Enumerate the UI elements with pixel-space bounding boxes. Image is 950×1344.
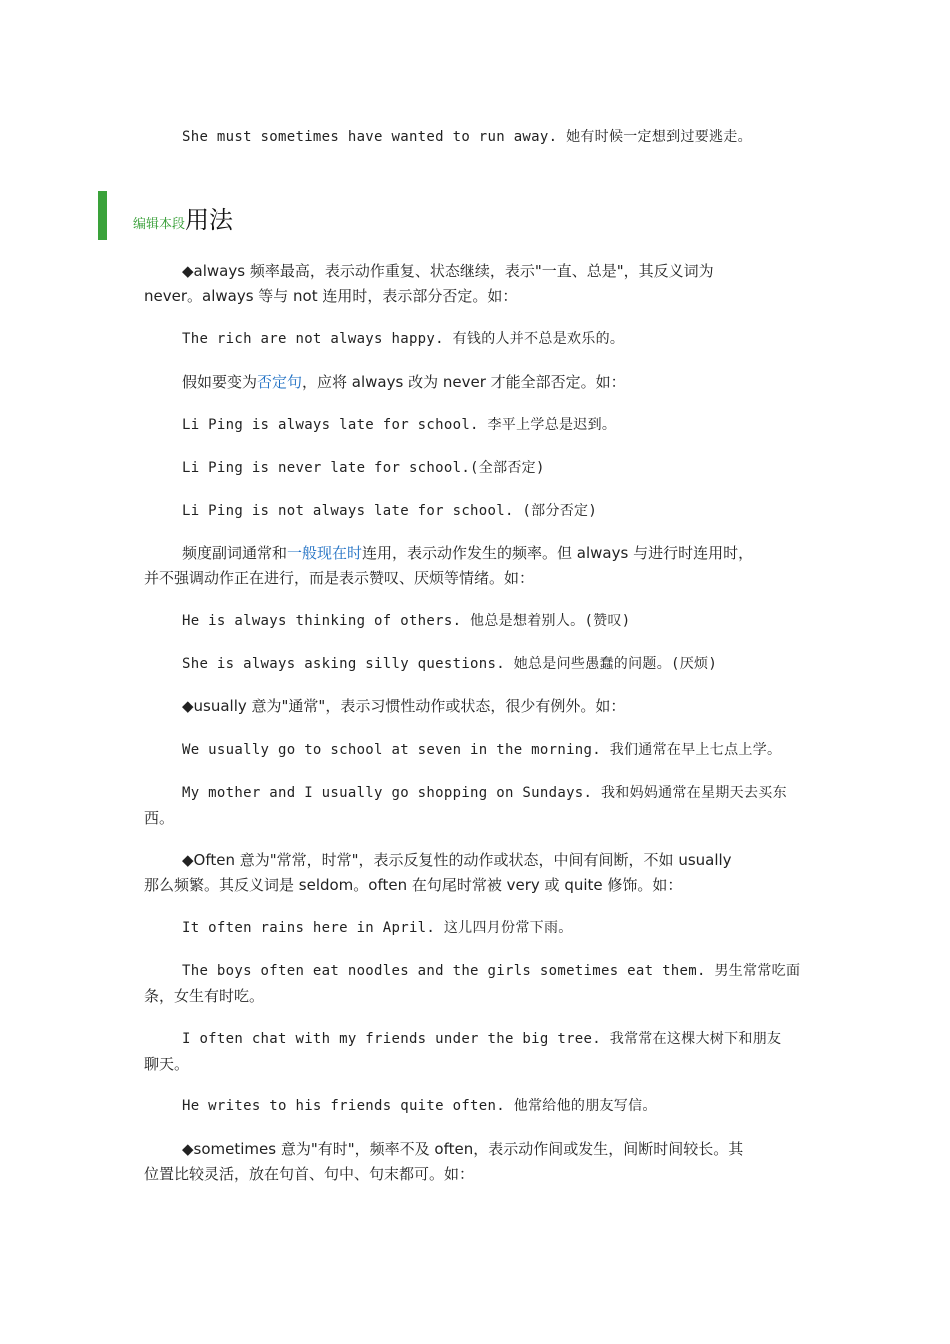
example-thinking-of-others: He is always thinking of others. 他总是想着别人。(赞叹) xyxy=(182,613,631,629)
example-never-late: Li Ping is never late for school.(全部否定) xyxy=(182,460,545,476)
paragraph-negative-post: ，应将 always 改为 never 才能全部否定。如： xyxy=(302,373,626,391)
example-chat-tree-2: 聊天。 xyxy=(144,1055,190,1073)
paragraph-often-2: 那么频繁。其反义词是 seldom。often 在句尾时常被 very 或 quite 修饰。如： xyxy=(144,876,683,894)
paragraph-sometimes-2: 位置比较灵活，放在句首、句中、句末都可。如： xyxy=(144,1165,475,1183)
example-noodles-2: 条，女生有时吃。 xyxy=(144,987,265,1005)
section-title: 用法 xyxy=(185,206,234,234)
example-go-to-school: We usually go to school at seven in the morning. 我们通常在早上七点上学。 xyxy=(182,742,782,758)
paragraph-frequency-2: 并不强调动作正在进行，而是表示赞叹、厌烦等情绪。如： xyxy=(144,569,535,587)
paragraph-frequency-1 xyxy=(182,541,753,566)
paragraph-negative-pre: 假如要变为 xyxy=(182,373,258,391)
example-silly-questions: She is always asking silly questions. 她总是问些愚蠢的问题。(厌烦) xyxy=(182,656,718,672)
paragraph-always-1: ◆always 频率最高，表示动作重复、状态继续，表示"一直、总是"，其反义词为 xyxy=(182,262,714,280)
paragraph-negative xyxy=(182,370,626,395)
paragraph-frequency-post: 连用，表示动作发生的频率。但 always 与进行时连用时， xyxy=(362,544,754,562)
example-rich-not-happy: The rich are not always happy. 有钱的人并不总是欢乐的。 xyxy=(182,331,625,347)
edit-section-link[interactable]: 编辑本段 xyxy=(133,217,186,232)
paragraph-often-1: ◆Often 意为"常常，时常"，表示反复性的动作或状态，中间有间断，不如 usually xyxy=(182,851,732,869)
example-always-late: Li Ping is always late for school. 李平上学总是迟到。 xyxy=(182,417,617,433)
example-not-always-late: Li Ping is not always late for school. (部分否定) xyxy=(182,503,598,519)
paragraph-sometimes-1: ◆sometimes 意为"有时"，频率不及 often，表示动作间或发生，间断时间较长。其 xyxy=(182,1140,744,1158)
section-heading xyxy=(133,200,233,235)
example-chat-tree-1: I often chat with my friends under the big tree. 我常常在这棵大树下和朋友 xyxy=(182,1031,782,1047)
example-rains-april: It often rains here in April. 这儿四月份常下雨。 xyxy=(182,920,573,936)
paragraph-always-2: never。always 等与 not 连用时，表示部分否定。如： xyxy=(144,287,518,305)
example-writes-friends: He writes to his friends quite often. 他常给他的朋友写信。 xyxy=(182,1098,657,1114)
paragraph-usually: ◆usually 意为"通常"，表示习惯性动作或状态，很少有例外。如： xyxy=(182,697,626,715)
example-shopping-1: My mother and I usually go shopping on Sundays. 我和妈妈通常在星期天去买东 xyxy=(182,785,787,801)
link-simple-present[interactable]: 一般现在时 xyxy=(287,544,363,562)
example-run-away: She must sometimes have wanted to run away. 她有时候一定想到过要逃走。 xyxy=(182,129,752,145)
example-shopping-2: 西。 xyxy=(144,809,175,827)
link-negative-sentence[interactable]: 否定句 xyxy=(257,373,303,391)
section-accent-bar xyxy=(98,191,107,240)
paragraph-frequency-pre: 频度副词通常和 xyxy=(182,544,288,562)
example-noodles-1: The boys often eat noodles and the girls sometimes eat them. 男生常常吃面 xyxy=(182,963,801,979)
